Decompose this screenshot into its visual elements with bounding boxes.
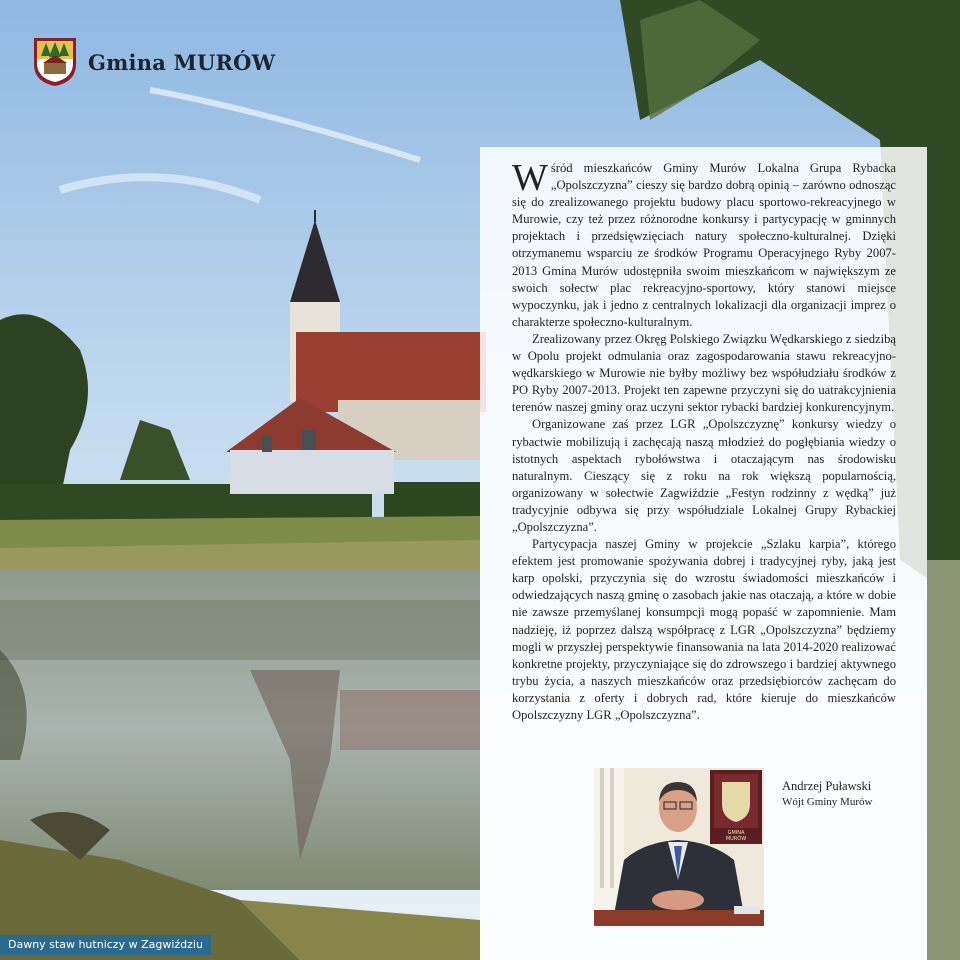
article-paragraph-4: Partycypacja naszej Gminy w projekcie „Szlaku karpia”, którego efektem jest promowanie spożywania dobrej i tradycyjnej ryby, jaką jest karp opolski, przyczynia się do wzrostu świadomości mieszkańców i odwiedzających naszą gminę o zasobach jakie nas otaczają, a które w dobie nie zawsze przemyślanej konsumpcji mogą popaść w zapomnienie. Mam nadzieję, iż poprzez dalszą współpracę z LGR „Opolszczyzna” będziemy mogli w przyszłej perspektywie finansowania na lata 2014-2020 realizować konkretne projekty, przyczyniające się do zdrowszego i bardziej aktywnego trybu życia, a naszych mieszkańców oraz przedsiębiorców zachęcam do korzystania z oferty i dobrych rad, które kieruje do mieszkańców Opolszczyzny LGR „Opolszczyzna”. bbox=[512, 537, 896, 722]
mayor-portrait-photo bbox=[594, 768, 764, 926]
signature-name: Andrzej Puławski bbox=[782, 779, 872, 793]
article-paragraph-2: Zrealizowany przez Okręg Polskiego Związku Wędkarskiego z siedzibą w Opolu projekt odmulania oraz zagospodarowania stawu rekreacyjno-wędkarskiego w Murowie nie byłby możliwy bez współudziału środków z PO Ryby 2007-2013. Projekt ten zapewne przyczyni się do uatrakcyjnienia terenów naszej gminy oraz uczyni sektor rybacki bardziej konkurencyjnym. bbox=[512, 331, 896, 415]
municipality-logo[interactable] bbox=[32, 36, 275, 88]
signature-role: Wójt Gminy Murów bbox=[782, 796, 873, 808]
dropcap-letter: W bbox=[512, 157, 548, 199]
article-paragraph-1 bbox=[512, 157, 896, 331]
coat-of-arms-icon bbox=[32, 36, 78, 88]
signature-block bbox=[782, 778, 872, 810]
municipality-name: Gmina MURÓW bbox=[88, 49, 276, 75]
banner-text-2: MURÓW bbox=[725, 836, 747, 842]
article-body bbox=[512, 157, 896, 724]
article-paragraph-3: Organizowane zaś przez LGR „Opolszczyznę” konkursy wiedzy o rybactwie mobilizują i zachęcają naszą młodzież do pogłębiania wiedzy o istotnych aspektach rybołówstwa i otaczającym nas środowisku naturalnym. Cieszący się z roku na rok większą popularnością, organizowany w sołectwie Zagwiździe „Festyn rodzinny z wędką” już tradycyjnie odbywa się przy współudziale Lokalnej Grupy Rybackiej „Opolszczyzna”. bbox=[512, 417, 896, 534]
paragraph-text: śród mieszkańców Gminy Murów Lokalna Grupa Rybacka „Opolszczyzna” cieszy się bardzo dobrą opinią – zarówno odnosząc się do zrealizowanego projektu budowy placu sportowo-rekreacyjnego w Murowie, czy też przez różnorodne konkursy i partycypację w gminnych projektach i przedsięwzięciach natury społeczno-kulturalnej. Dzięki otrzymanemu wsparciu ze środków Programu Operacyjnego Ryby 2007-2013 Gmina Murów udostępniła swoim mieszkańcom w największym ze swoich sołectw plac rekreacyjno-sportowy, który stanowi miejsce wypoczynku, jak i jedno z centralnych lokalizacji dla organizacji imprez o charakterze społeczno-kulturalnym. bbox=[512, 161, 896, 329]
banner-text-1: GMINA bbox=[727, 830, 745, 836]
photo-caption: Dawny staw hutniczy w Zagwiździu bbox=[0, 935, 211, 955]
